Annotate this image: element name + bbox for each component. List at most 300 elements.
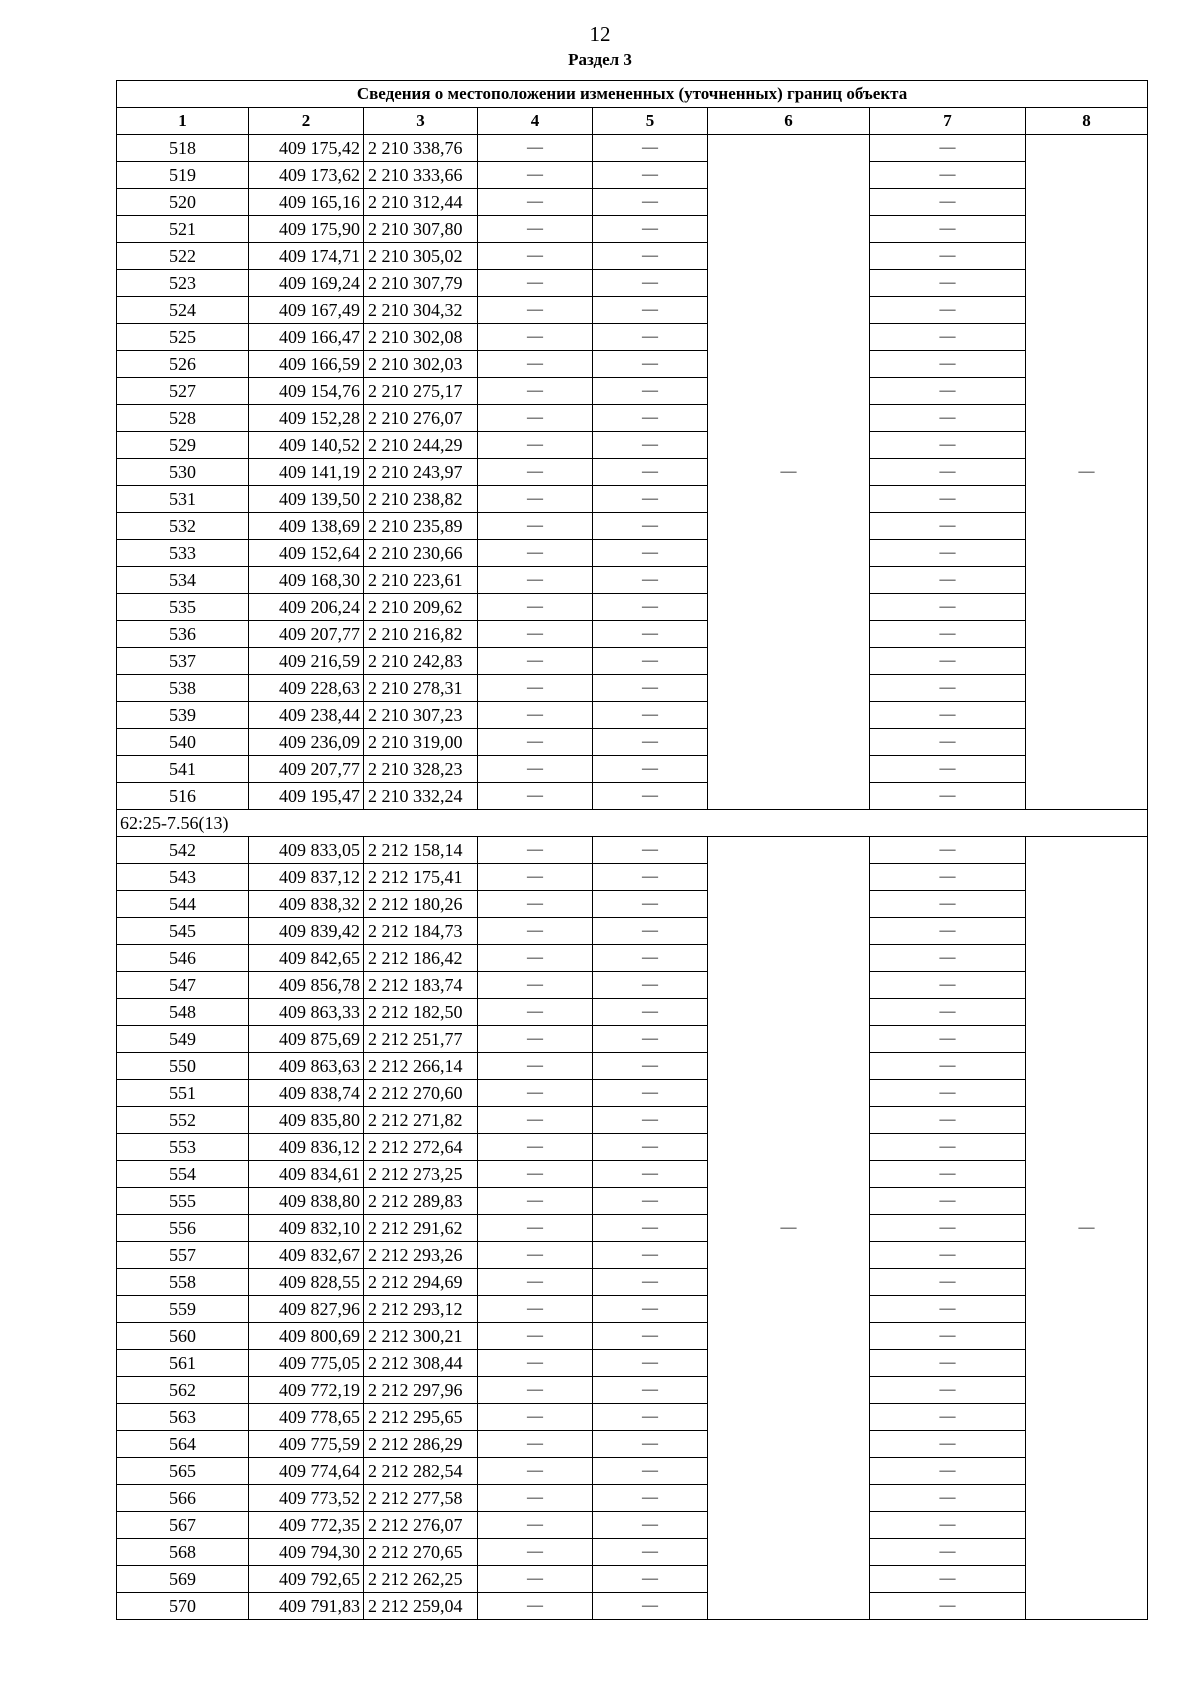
table-row (117, 270, 1148, 297)
column-4-value: — (478, 513, 593, 540)
table-title: Сведения о местоположении измененных (уточненных) границ объекта (117, 81, 1148, 108)
table-row (117, 864, 1148, 891)
group-label: 62:25-7.56(13) (117, 810, 1148, 837)
point-number: 524 (117, 297, 249, 324)
column-4-value: — (478, 297, 593, 324)
point-number: 554 (117, 1161, 249, 1188)
column-4-value: — (478, 135, 593, 162)
column-5-value: — (593, 1431, 708, 1458)
column-4-value: — (478, 270, 593, 297)
point-number: 541 (117, 756, 249, 783)
column-5-value: — (593, 216, 708, 243)
table-row (117, 1161, 1148, 1188)
column-7-value: — (870, 1539, 1026, 1566)
column-5-value: — (593, 1242, 708, 1269)
column-7-value: — (870, 1350, 1026, 1377)
column-header-4: 4 (478, 108, 593, 135)
column-5-value: — (593, 297, 708, 324)
x-coordinate: 409 856,78 (249, 972, 364, 999)
y-coordinate: 2 212 297,96 (364, 1377, 478, 1404)
table-row (117, 1350, 1148, 1377)
column-7-value: — (870, 378, 1026, 405)
column-7-value: — (870, 1593, 1026, 1620)
x-coordinate: 409 140,52 (249, 432, 364, 459)
point-number: 566 (117, 1485, 249, 1512)
x-coordinate: 409 141,19 (249, 459, 364, 486)
column-5-value: — (593, 945, 708, 972)
table-row (117, 1377, 1148, 1404)
column-7-value: — (870, 486, 1026, 513)
x-coordinate: 409 791,83 (249, 1593, 364, 1620)
point-number: 539 (117, 702, 249, 729)
column-7-value: — (870, 1512, 1026, 1539)
column-5-value: — (593, 1566, 708, 1593)
point-number: 568 (117, 1539, 249, 1566)
column-8-merged-value: — (1026, 135, 1148, 810)
x-coordinate: 409 774,64 (249, 1458, 364, 1485)
point-number: 556 (117, 1215, 249, 1242)
column-7-value: — (870, 1134, 1026, 1161)
column-5-value: — (593, 1026, 708, 1053)
column-5-value: — (593, 783, 708, 810)
column-7-value: — (870, 1026, 1026, 1053)
point-number: 546 (117, 945, 249, 972)
column-4-value: — (478, 1188, 593, 1215)
y-coordinate: 2 212 294,69 (364, 1269, 478, 1296)
point-number: 522 (117, 243, 249, 270)
column-5-value: — (593, 351, 708, 378)
x-coordinate: 409 838,32 (249, 891, 364, 918)
y-coordinate: 2 212 266,14 (364, 1053, 478, 1080)
column-7-value: — (870, 891, 1026, 918)
column-7-value: — (870, 621, 1026, 648)
point-number: 543 (117, 864, 249, 891)
point-number: 553 (117, 1134, 249, 1161)
x-coordinate: 409 168,30 (249, 567, 364, 594)
table-row (117, 486, 1148, 513)
column-5-value: — (593, 1053, 708, 1080)
point-number: 547 (117, 972, 249, 999)
column-5-value: — (593, 648, 708, 675)
column-5-value: — (593, 1161, 708, 1188)
x-coordinate: 409 207,77 (249, 756, 364, 783)
y-coordinate: 2 212 180,26 (364, 891, 478, 918)
point-number: 519 (117, 162, 249, 189)
point-number: 540 (117, 729, 249, 756)
column-5-value: — (593, 1350, 708, 1377)
x-coordinate: 409 839,42 (249, 918, 364, 945)
column-4-value: — (478, 972, 593, 999)
column-4-value: — (478, 1431, 593, 1458)
column-7-value: — (870, 567, 1026, 594)
column-7-value: — (870, 216, 1026, 243)
column-7-value: — (870, 135, 1026, 162)
column-7-value: — (870, 405, 1026, 432)
y-coordinate: 2 210 307,79 (364, 270, 478, 297)
column-7-value: — (870, 1107, 1026, 1134)
table-row (117, 1485, 1148, 1512)
y-coordinate: 2 210 338,76 (364, 135, 478, 162)
table-row (117, 324, 1148, 351)
column-5-value: — (593, 1107, 708, 1134)
y-coordinate: 2 210 223,61 (364, 567, 478, 594)
column-7-value: — (870, 1323, 1026, 1350)
column-7-value: — (870, 837, 1026, 864)
point-number: 545 (117, 918, 249, 945)
column-4-value: — (478, 729, 593, 756)
column-4-value: — (478, 1593, 593, 1620)
x-coordinate: 409 167,49 (249, 297, 364, 324)
column-7-value: — (870, 756, 1026, 783)
point-number: 535 (117, 594, 249, 621)
column-4-value: — (478, 1242, 593, 1269)
table-row (117, 135, 1148, 162)
y-coordinate: 2 212 272,64 (364, 1134, 478, 1161)
column-7-value: — (870, 945, 1026, 972)
column-7-value: — (870, 351, 1026, 378)
y-coordinate: 2 210 242,83 (364, 648, 478, 675)
y-coordinate: 2 210 307,23 (364, 702, 478, 729)
table-row (117, 243, 1148, 270)
x-coordinate: 409 775,05 (249, 1350, 364, 1377)
x-coordinate: 409 152,28 (249, 405, 364, 432)
y-coordinate: 2 210 302,03 (364, 351, 478, 378)
column-7-value: — (870, 162, 1026, 189)
x-coordinate: 409 842,65 (249, 945, 364, 972)
column-5-value: — (593, 837, 708, 864)
column-4-value: — (478, 1107, 593, 1134)
point-number: 557 (117, 1242, 249, 1269)
table-row (117, 945, 1148, 972)
column-5-value: — (593, 1458, 708, 1485)
column-4-value: — (478, 1458, 593, 1485)
table-row (117, 1431, 1148, 1458)
point-number: 537 (117, 648, 249, 675)
column-header-row (117, 108, 1148, 135)
y-coordinate: 2 210 230,66 (364, 540, 478, 567)
table-row (117, 1566, 1148, 1593)
y-coordinate: 2 210 302,08 (364, 324, 478, 351)
x-coordinate: 409 863,33 (249, 999, 364, 1026)
column-5-value: — (593, 864, 708, 891)
y-coordinate: 2 210 304,32 (364, 297, 478, 324)
column-4-value: — (478, 405, 593, 432)
x-coordinate: 409 195,47 (249, 783, 364, 810)
table-row (117, 459, 1148, 486)
point-number: 527 (117, 378, 249, 405)
x-coordinate: 409 238,44 (249, 702, 364, 729)
y-coordinate: 2 212 270,65 (364, 1539, 478, 1566)
column-5-value: — (593, 1377, 708, 1404)
column-7-value: — (870, 972, 1026, 999)
column-4-value: — (478, 594, 593, 621)
column-4-value: — (478, 540, 593, 567)
table-row (117, 702, 1148, 729)
table-row (117, 567, 1148, 594)
column-7-value: — (870, 1161, 1026, 1188)
x-coordinate: 409 832,67 (249, 1242, 364, 1269)
point-number: 538 (117, 675, 249, 702)
point-number: 523 (117, 270, 249, 297)
column-7-value: — (870, 918, 1026, 945)
x-coordinate: 409 138,69 (249, 513, 364, 540)
column-4-value: — (478, 324, 593, 351)
column-4-value: — (478, 1053, 593, 1080)
table-row (117, 621, 1148, 648)
point-number: 548 (117, 999, 249, 1026)
table-row (117, 1269, 1148, 1296)
y-coordinate: 2 210 319,00 (364, 729, 478, 756)
point-number: 550 (117, 1053, 249, 1080)
table-row (117, 1404, 1148, 1431)
y-coordinate: 2 212 291,62 (364, 1215, 478, 1242)
column-4-value: — (478, 432, 593, 459)
point-number: 564 (117, 1431, 249, 1458)
y-coordinate: 2 210 238,82 (364, 486, 478, 513)
column-4-value: — (478, 1485, 593, 1512)
column-7-value: — (870, 1566, 1026, 1593)
table-row (117, 999, 1148, 1026)
column-4-value: — (478, 189, 593, 216)
column-7-value: — (870, 540, 1026, 567)
column-5-value: — (593, 594, 708, 621)
y-coordinate: 2 212 300,21 (364, 1323, 478, 1350)
y-coordinate: 2 210 312,44 (364, 189, 478, 216)
column-header-8: 8 (1026, 108, 1148, 135)
column-4-value: — (478, 1377, 593, 1404)
column-4-value: — (478, 756, 593, 783)
column-4-value: — (478, 459, 593, 486)
y-coordinate: 2 212 293,26 (364, 1242, 478, 1269)
point-number: 555 (117, 1188, 249, 1215)
x-coordinate: 409 773,52 (249, 1485, 364, 1512)
table-row (117, 1539, 1148, 1566)
column-7-value: — (870, 783, 1026, 810)
point-number: 570 (117, 1593, 249, 1620)
table-row (117, 1107, 1148, 1134)
x-coordinate: 409 152,64 (249, 540, 364, 567)
table-title-row (117, 81, 1148, 108)
table-row (117, 1053, 1148, 1080)
group-label-row (117, 810, 1148, 837)
point-number: 560 (117, 1323, 249, 1350)
table-row (117, 1242, 1148, 1269)
y-coordinate: 2 212 286,29 (364, 1431, 478, 1458)
table-row (117, 1080, 1148, 1107)
column-7-value: — (870, 1080, 1026, 1107)
y-coordinate: 2 212 182,50 (364, 999, 478, 1026)
table-row (117, 1593, 1148, 1620)
table-row (117, 297, 1148, 324)
table-row (117, 1215, 1148, 1242)
x-coordinate: 409 175,42 (249, 135, 364, 162)
y-coordinate: 2 212 273,25 (364, 1161, 478, 1188)
column-4-value: — (478, 1296, 593, 1323)
column-5-value: — (593, 1080, 708, 1107)
y-coordinate: 2 210 235,89 (364, 513, 478, 540)
y-coordinate: 2 210 275,17 (364, 378, 478, 405)
point-number: 526 (117, 351, 249, 378)
table-row (117, 189, 1148, 216)
y-coordinate: 2 210 209,62 (364, 594, 478, 621)
boundary-coordinates-table (116, 80, 1148, 1620)
table-row (117, 540, 1148, 567)
column-7-value: — (870, 1485, 1026, 1512)
point-number: 544 (117, 891, 249, 918)
y-coordinate: 2 212 295,65 (364, 1404, 478, 1431)
table-row (117, 351, 1148, 378)
y-coordinate: 2 212 277,58 (364, 1485, 478, 1512)
x-coordinate: 409 838,74 (249, 1080, 364, 1107)
x-coordinate: 409 837,12 (249, 864, 364, 891)
y-coordinate: 2 212 184,73 (364, 918, 478, 945)
column-4-value: — (478, 864, 593, 891)
column-6-merged-value: — (708, 837, 870, 1620)
column-4-value: — (478, 1134, 593, 1161)
column-5-value: — (593, 243, 708, 270)
y-coordinate: 2 212 158,14 (364, 837, 478, 864)
column-4-value: — (478, 1080, 593, 1107)
x-coordinate: 409 827,96 (249, 1296, 364, 1323)
column-5-value: — (593, 1404, 708, 1431)
column-5-value: — (593, 324, 708, 351)
table-row (117, 783, 1148, 810)
y-coordinate: 2 212 276,07 (364, 1512, 478, 1539)
column-5-value: — (593, 567, 708, 594)
column-7-value: — (870, 324, 1026, 351)
column-4-value: — (478, 351, 593, 378)
x-coordinate: 409 166,59 (249, 351, 364, 378)
y-coordinate: 2 210 276,07 (364, 405, 478, 432)
point-number: 528 (117, 405, 249, 432)
point-number: 551 (117, 1080, 249, 1107)
table-row (117, 162, 1148, 189)
column-5-value: — (593, 729, 708, 756)
point-number: 529 (117, 432, 249, 459)
column-header-2: 2 (249, 108, 364, 135)
column-5-value: — (593, 1485, 708, 1512)
x-coordinate: 409 169,24 (249, 270, 364, 297)
table-row (117, 729, 1148, 756)
column-5-value: — (593, 405, 708, 432)
column-7-value: — (870, 270, 1026, 297)
x-coordinate: 409 794,30 (249, 1539, 364, 1566)
column-4-value: — (478, 891, 593, 918)
column-7-value: — (870, 702, 1026, 729)
x-coordinate: 409 800,69 (249, 1323, 364, 1350)
column-7-value: — (870, 1377, 1026, 1404)
column-5-value: — (593, 1215, 708, 1242)
table-row (117, 756, 1148, 783)
table-row (117, 513, 1148, 540)
column-7-value: — (870, 459, 1026, 486)
column-4-value: — (478, 837, 593, 864)
point-number: 558 (117, 1269, 249, 1296)
column-7-value: — (870, 189, 1026, 216)
column-5-value: — (593, 486, 708, 513)
column-4-value: — (478, 1512, 593, 1539)
y-coordinate: 2 212 293,12 (364, 1296, 478, 1323)
table-row (117, 1188, 1148, 1215)
column-7-value: — (870, 243, 1026, 270)
column-7-value: — (870, 1269, 1026, 1296)
column-5-value: — (593, 999, 708, 1026)
x-coordinate: 409 206,24 (249, 594, 364, 621)
point-number: 532 (117, 513, 249, 540)
y-coordinate: 2 212 186,42 (364, 945, 478, 972)
y-coordinate: 2 210 328,23 (364, 756, 478, 783)
column-5-value: — (593, 1512, 708, 1539)
y-coordinate: 2 210 333,66 (364, 162, 478, 189)
x-coordinate: 409 775,59 (249, 1431, 364, 1458)
column-7-value: — (870, 1188, 1026, 1215)
column-7-value: — (870, 1458, 1026, 1485)
y-coordinate: 2 212 270,60 (364, 1080, 478, 1107)
x-coordinate: 409 838,80 (249, 1188, 364, 1215)
point-number: 569 (117, 1566, 249, 1593)
y-coordinate: 2 212 289,83 (364, 1188, 478, 1215)
column-4-value: — (478, 162, 593, 189)
y-coordinate: 2 210 307,80 (364, 216, 478, 243)
table-row (117, 648, 1148, 675)
column-7-value: — (870, 648, 1026, 675)
column-4-value: — (478, 1269, 593, 1296)
x-coordinate: 409 836,12 (249, 1134, 364, 1161)
column-4-value: — (478, 918, 593, 945)
x-coordinate: 409 174,71 (249, 243, 364, 270)
point-number: 530 (117, 459, 249, 486)
column-4-value: — (478, 999, 593, 1026)
x-coordinate: 409 175,90 (249, 216, 364, 243)
column-5-value: — (593, 189, 708, 216)
column-7-value: — (870, 1431, 1026, 1458)
column-header-7: 7 (870, 108, 1026, 135)
point-number: 525 (117, 324, 249, 351)
column-4-value: — (478, 378, 593, 405)
column-4-value: — (478, 648, 593, 675)
point-number: 565 (117, 1458, 249, 1485)
column-7-value: — (870, 729, 1026, 756)
point-number: 542 (117, 837, 249, 864)
point-number: 533 (117, 540, 249, 567)
column-4-value: — (478, 1026, 593, 1053)
x-coordinate: 409 154,76 (249, 378, 364, 405)
column-4-value: — (478, 216, 593, 243)
column-5-value: — (593, 459, 708, 486)
column-5-value: — (593, 513, 708, 540)
table-row (117, 432, 1148, 459)
point-number: 561 (117, 1350, 249, 1377)
table-row (117, 837, 1148, 864)
column-4-value: — (478, 675, 593, 702)
table-row (117, 675, 1148, 702)
column-5-value: — (593, 756, 708, 783)
table-row (117, 1296, 1148, 1323)
table-row (117, 1458, 1148, 1485)
point-number: 549 (117, 1026, 249, 1053)
column-6-merged-value: — (708, 135, 870, 810)
column-5-value: — (593, 891, 708, 918)
x-coordinate: 409 236,09 (249, 729, 364, 756)
x-coordinate: 409 165,16 (249, 189, 364, 216)
y-coordinate: 2 212 251,77 (364, 1026, 478, 1053)
y-coordinate: 2 212 183,74 (364, 972, 478, 999)
x-coordinate: 409 139,50 (249, 486, 364, 513)
column-7-value: — (870, 513, 1026, 540)
column-7-value: — (870, 1404, 1026, 1431)
column-4-value: — (478, 621, 593, 648)
x-coordinate: 409 216,59 (249, 648, 364, 675)
